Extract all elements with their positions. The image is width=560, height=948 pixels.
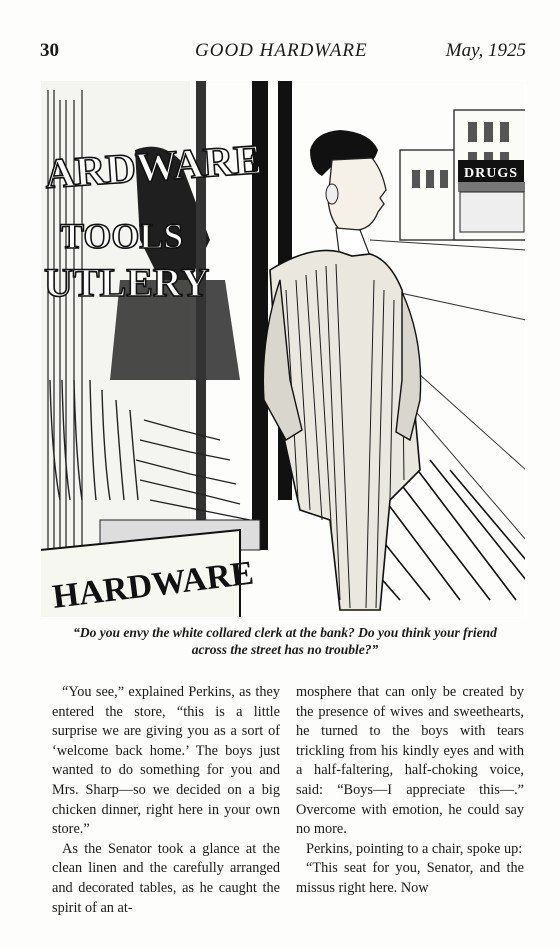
illustration <box>40 80 526 618</box>
paragraph: “This seat for you, Senator, and the missus right here. Now <box>296 860 524 896</box>
paragraph: “You see,” explained Perkins, as they entered the store, “this is a little surprise we are giving you as a sort of ‘welcome back home.’ The boys just wanted to do something for you and Mrs. Sharp—so we decided on a big chicken dinner, right here in your own store.” <box>52 684 280 838</box>
illustration-caption: “Do you envy the white collared clerk at the bank? Do you think your friend across the street has no trouble?” <box>73 625 497 657</box>
sign-hardware-upper: ARDWARE <box>43 136 264 198</box>
running-header <box>40 40 526 66</box>
page-number: 30 <box>40 40 59 61</box>
paragraph: mosphere that can only be created by the presence of wives and sweethearts, he turned to the boys with tears trickling from his kindly eyes and with a half-faltering, half-choking voice, said: “Boys—I appreciate this—.” Overcome with emotion, he could say no more. <box>296 684 524 838</box>
drugs-sign: DRUGS <box>464 166 519 181</box>
article-column-right <box>296 683 524 899</box>
article-body <box>52 683 524 923</box>
paragraph: Perkins, pointing to a chair, spoke up: <box>306 840 523 857</box>
magazine-title: GOOD HARDWARE <box>195 40 368 61</box>
illustration-drawing <box>40 80 526 618</box>
article-column-left <box>52 683 280 918</box>
sign-tools: TOOLS <box>60 216 184 256</box>
sign-cutlery: UTLERY <box>44 260 210 305</box>
issue-date: May, 1925 <box>445 40 526 61</box>
window-sign-hardware: HARDWARE <box>50 554 256 616</box>
paragraph: As the Senator took a glance at the clean linen and the carefully arranged and decorated tables, as he caught the spirit of an at- <box>52 840 280 916</box>
